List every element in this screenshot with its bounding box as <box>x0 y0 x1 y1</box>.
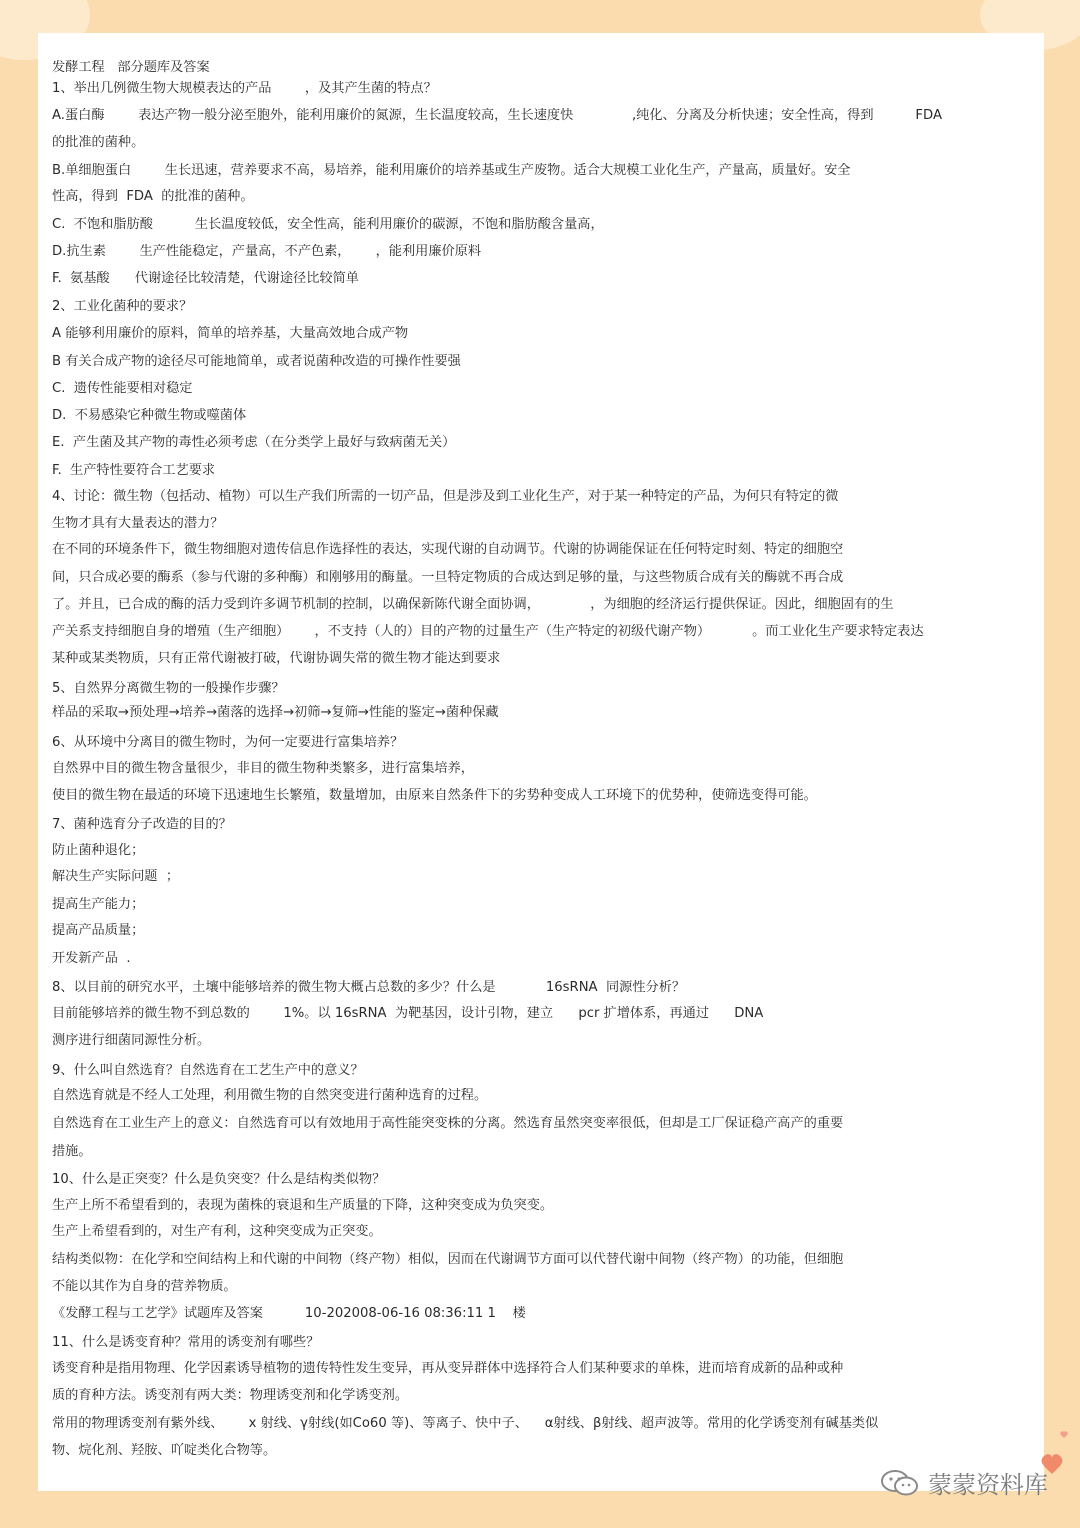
text-line: 了。并且，已合成的酶的活力受到许多调节机制的控制，以确保新陈代谢全面协调， ，为细胞的经济运行提供保证。因此，细胞固有的生 <box>52 597 894 612</box>
text-line: 解决生产实际问题 ； <box>52 869 180 884</box>
text-line: 某种或某类物质，只有正常代谢被打破，代谢协调失常的微生物才能达到要求 <box>52 651 501 666</box>
text-line: C. 不饱和脂肪酸 生长温度较低，安全性高，能利用廉价的碳源，不饱和脂肪酸含量高， <box>52 217 604 232</box>
text-line: 措施。 <box>52 1144 92 1159</box>
text-line: 常用的物理诱变剂有紫外线、 x 射线、γ射线(如Co60 等)、等离子、快中子、 α射线、β射线、超声波等。常用的化学诱变剂有碱基类似 <box>52 1416 879 1431</box>
text-line: 样品的采取→预处理→培养→菌落的选择→初筛→复筛→性能的鉴定→菌种保藏 <box>52 705 499 720</box>
text-line: 使目的微生物在最适的环境下迅速地生长繁殖，数量增加，由原来自然条件下的劣势种变成人工环境下的优势种，使筛选变得可能。 <box>52 788 817 803</box>
text-line: A.蛋白酶 表达产物一般分泌至胞外，能利用廉价的氮源，生长温度较高，生长速度快 ,纯化、分离及分析快速；安全性高，得到 FDA <box>52 108 942 123</box>
text-line: 9、什么叫自然选育？自然选育在工艺生产中的意义？ <box>52 1063 364 1078</box>
text-line: 质的育种方法。诱变剂有两大类：物理诱变剂和化学诱变剂。 <box>52 1388 409 1403</box>
text-line: F. 氨基酸 代谢途径比较清楚，代谢途径比较简单 <box>52 271 359 286</box>
text-line: 开发新产品 . <box>52 951 131 966</box>
text-line: 生产上所不希望看到的，表现为菌株的衰退和生产质量的下降，这种突变成为负突变。 <box>52 1198 554 1213</box>
watermark-brand: 蒙蒙资料库 <box>928 1471 1048 1499</box>
text-line: E. 产生菌及其产物的毒性必须考虑（在分类学上最好与致病菌无关） <box>52 435 456 450</box>
text-line: 自然选育在工业生产上的意义：自然选育可以有效地用于高性能突变株的分离。然选育虽然突变率很低，但却是工厂保证稳产高产的重要 <box>52 1116 844 1131</box>
wechat-icon <box>880 1468 920 1498</box>
text-line: 5、自然界分离微生物的一般操作步骤？ <box>52 681 285 696</box>
text-line: 目前能够培养的微生物不到总数的 1%。以 16sRNA 为靶基因，设计引物，建立 pcr 扩增体系，再通过 DNA <box>52 1006 764 1021</box>
text-line: D.抗生素 生产性能稳定，产量高，不产色素， ，能利用廉价原料 <box>52 244 482 259</box>
document-page <box>38 33 1044 1491</box>
text-line: 结构类似物：在化学和空间结构上和代谢的中间物（终产物）相似，因而在代谢调节方面可以代替代谢中间物（终产物）的功能，但细胞 <box>52 1252 844 1267</box>
text-line: 8、以目前的研究水平，土壤中能够培养的微生物大概占总数的多少？什么是 16sRNA 同源性分析？ <box>52 980 686 995</box>
text-line: 《发酵工程与工艺学》试题库及答案 10-202008-06-16 08:36:11 1 楼 <box>52 1306 526 1321</box>
text-line: 产关系支持细胞自身的增殖（生产细胞） ，不支持（人的）目的产物的过量生产（生产特定的初级代谢产物） 。而工业化生产要求特定表达 <box>52 624 924 639</box>
text-line: 测序进行细菌同源性分析。 <box>52 1033 211 1048</box>
text-line: 提高生产能力； <box>52 897 145 912</box>
text-line: 6、从环境中分离目的微生物时，为何一定要进行富集培养？ <box>52 735 404 750</box>
text-line: 10、什么是正突变？什么是负突变？什么是结构类似物？ <box>52 1172 386 1187</box>
text-line: 防止菌种退化； <box>52 843 145 858</box>
text-line: 不能以其作为自身的营养物质。 <box>52 1279 237 1294</box>
hearts-decoration <box>1024 1428 1074 1498</box>
document-title: 发酵工程 部分题库及答案 <box>52 60 210 75</box>
text-line: 11、什么是诱变育种？常用的诱变剂有哪些？ <box>52 1335 320 1350</box>
text-line: 7、菌种选育分子改造的目的？ <box>52 817 232 832</box>
text-line: 4、讨论：微生物（包括动、植物）可以生产我们所需的一切产品，但是涉及到工业化生产，对于某一种特定的产品，为何只有特定的微 <box>52 489 839 504</box>
text-line: 间，只合成必要的酶系（参与代谢的多种酶）和刚够用的酶量。一旦特定物质的合成达到足够的量，与这些物质合成有关的酶就不再合成 <box>52 570 844 585</box>
text-line: 在不同的环境条件下，微生物细胞对遗传信息作选择性的表达，实现代谢的自动调节。代谢的协调能保证在任何特定时刻、特定的细胞空 <box>52 542 844 557</box>
text-line: 2、工业化菌种的要求？ <box>52 299 193 314</box>
text-line: B 有关合成产物的途径尽可能地简单，或者说菌种改造的可操作性要强 <box>52 354 461 369</box>
text-line: F. 生产特性要符合工艺要求 <box>52 463 216 478</box>
text-line: 提高产品质量； <box>52 923 145 938</box>
text-line: 性高，得到 FDA 的批准的菌种。 <box>52 189 254 204</box>
text-line: 生物才具有大量表达的潜力？ <box>52 516 224 531</box>
text-line: A 能够利用廉价的原料，简单的培养基，大量高效地合成产物 <box>52 326 409 341</box>
text-line: 生产上希望看到的，对生产有利，这种突变成为正突变。 <box>52 1224 382 1239</box>
text-line: D. 不易感染它种微生物或噬菌体 <box>52 408 247 423</box>
text-line: 自然选育就是不经人工处理，利用微生物的自然突变进行菌种选育的过程。 <box>52 1088 488 1103</box>
text-line: B.单细胞蛋白 生长迅速，营养要求不高，易培养，能利用廉价的培养基或生产废物。适合大规模工业化生产，产量高，质量好。安全 <box>52 163 851 178</box>
watermark <box>880 1465 1048 1500</box>
text-line: 物、烷化剂、羟胺、吖啶类化合物等。 <box>52 1443 277 1458</box>
text-line: 诱变育种是指用物理、化学因素诱导植物的遗传特性发生变异，再从变异群体中选择符合人们某种要求的单株，进而培育成新的品种或种 <box>52 1361 844 1376</box>
text-line: 1、举出几例微生物大规模表达的产品 ，及其产生菌的特点？ <box>52 81 437 96</box>
text-line: C. 遗传性能要相对稳定 <box>52 381 193 396</box>
text-line: 的批准的菌种。 <box>52 135 145 150</box>
text-line: 自然界中目的微生物含量很少，非目的微生物种类繁多，进行富集培养， <box>52 761 474 776</box>
